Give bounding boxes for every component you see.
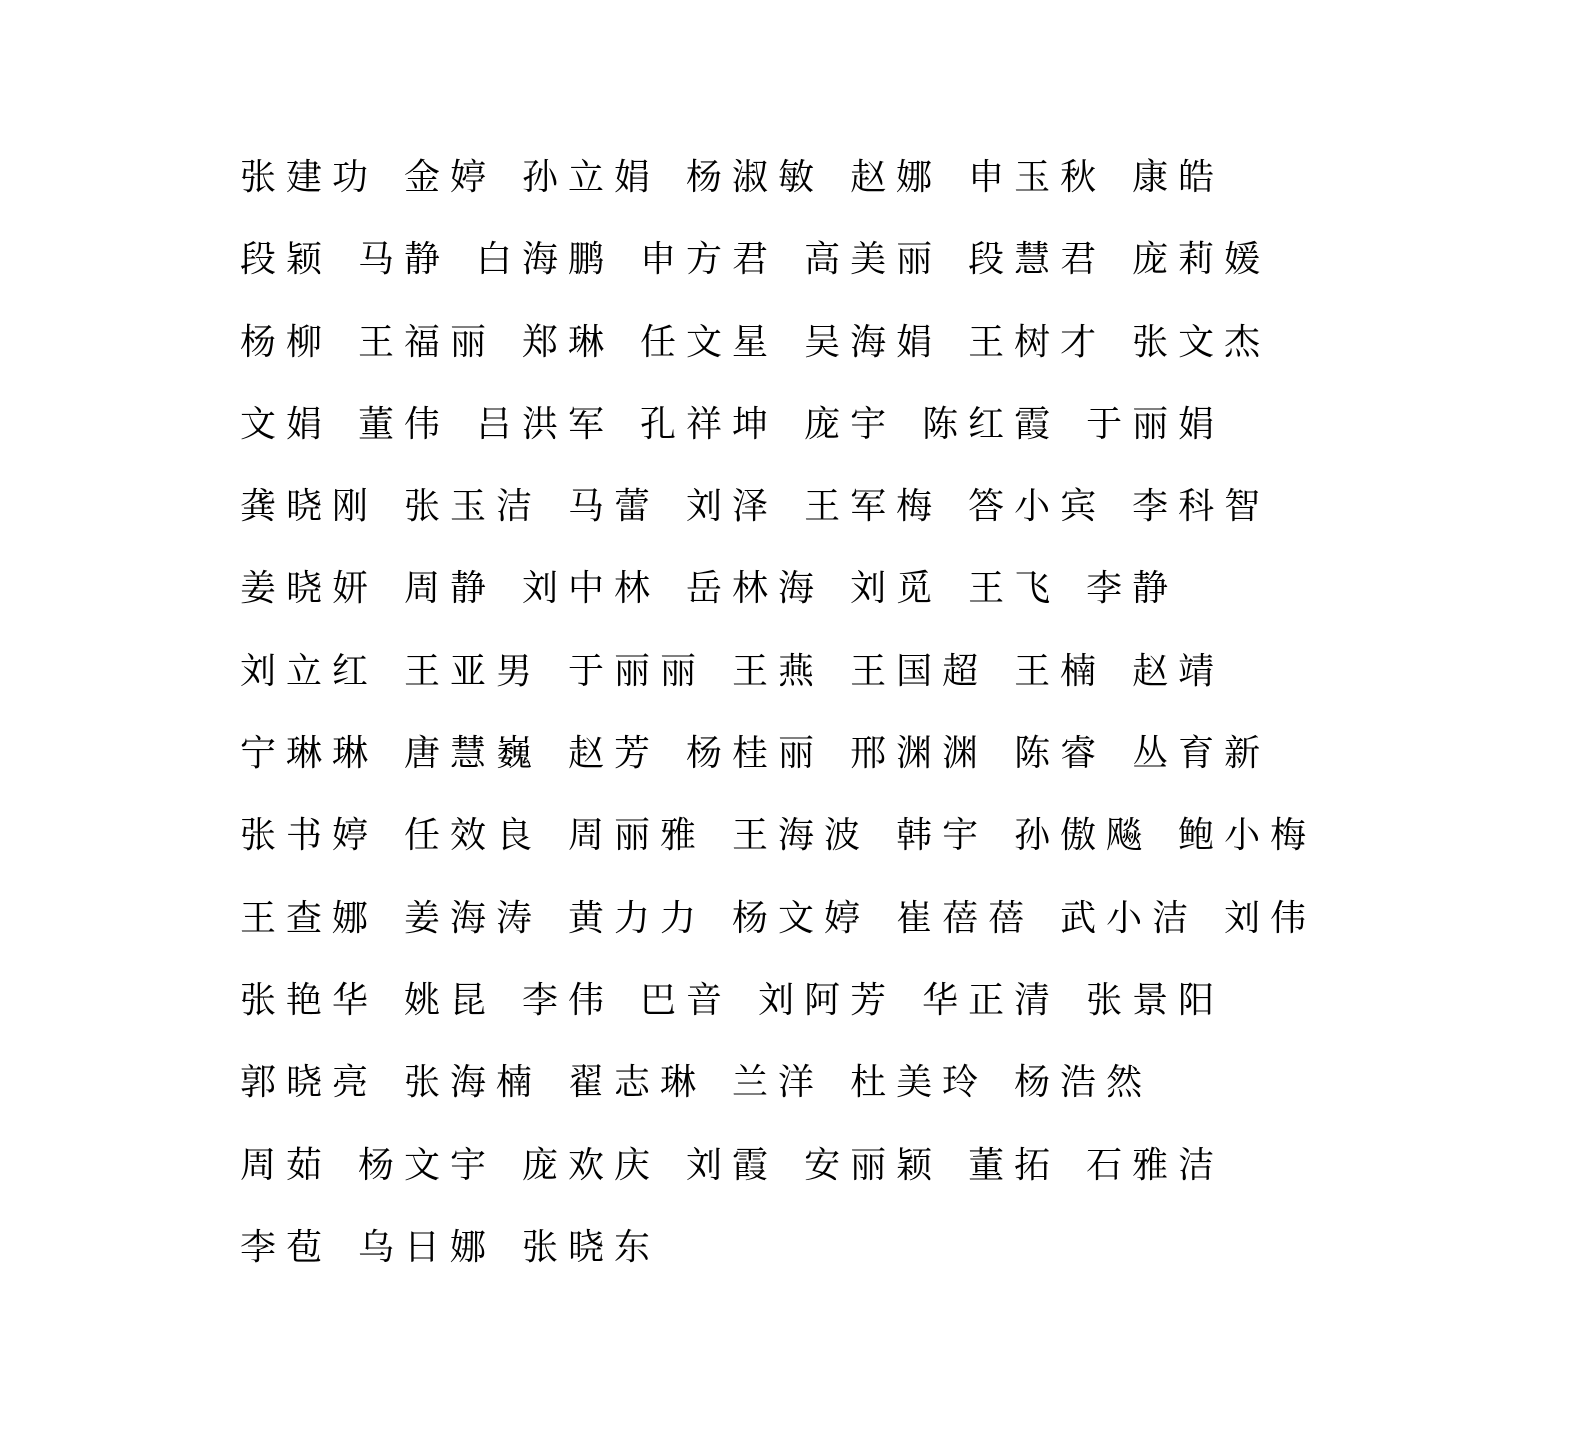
person-name: 于丽娟 [1086,403,1225,445]
name-line [240,561,1360,643]
person-name: 吕洪军 [476,403,615,445]
person-name: 马蕾 [568,486,661,528]
name-list [240,150,1360,1302]
person-name: 马静 [358,239,451,281]
person-name: 庞莉媛 [1132,239,1271,281]
name-line [240,479,1360,561]
person-name: 赵靖 [1132,650,1225,692]
person-name: 张海楠 [404,1062,543,1104]
person-name: 王国超 [850,650,989,692]
person-name: 岳林海 [686,568,825,610]
person-name: 周丽雅 [568,815,707,857]
name-line [240,1055,1360,1137]
person-name: 金婷 [404,157,497,198]
name-line [240,150,1360,232]
person-name: 孙傲飚 [1014,815,1153,857]
person-name: 郭晓亮 [240,1062,379,1104]
person-name: 张建功 [240,157,379,198]
person-name: 董伟 [358,403,451,445]
person-name: 王飞 [968,568,1061,610]
person-name: 张晓东 [522,1226,661,1268]
person-name: 王军梅 [804,486,943,528]
person-name: 华正清 [922,979,1061,1021]
person-name: 杨桂丽 [686,733,825,775]
person-name: 郑琳 [522,321,615,363]
person-name: 鲍小梅 [1178,815,1317,857]
person-name: 张景阳 [1086,979,1225,1021]
name-line [240,1220,1360,1302]
person-name: 姚昆 [404,979,497,1021]
person-name: 于丽丽 [568,650,707,692]
person-name: 龚晓刚 [240,486,379,528]
person-name: 刘觅 [850,568,943,610]
person-name: 吴海娟 [804,321,943,363]
person-name: 武小洁 [1060,897,1199,939]
person-name: 杨浩然 [1014,1062,1153,1104]
person-name: 宁琳琳 [240,733,379,775]
person-name: 翟志琳 [568,1062,707,1104]
person-name: 乌日娜 [358,1226,497,1268]
person-name: 任效良 [404,815,543,857]
person-name: 王树才 [968,321,1107,363]
person-name: 巴音 [640,979,733,1021]
name-line [240,397,1360,479]
person-name: 杨淑敏 [686,157,825,198]
person-name: 白海鹏 [476,239,615,281]
person-name: 李科智 [1132,486,1271,528]
person-name: 李苞 [240,1226,333,1268]
person-name: 王海波 [732,815,871,857]
person-name: 段颖 [240,239,333,281]
person-name: 黄力力 [568,897,707,939]
name-line [240,315,1360,397]
person-name: 张书婷 [240,815,379,857]
person-name: 庞宇 [804,403,897,445]
person-name: 刘中林 [522,568,661,610]
person-name: 丛育新 [1132,733,1271,775]
name-line [240,1138,1360,1220]
person-name: 申玉秋 [968,157,1107,198]
person-name: 董拓 [968,1144,1061,1186]
person-name: 陈睿 [1014,733,1107,775]
name-line [240,232,1360,314]
person-name: 周茹 [240,1144,333,1186]
person-name: 杜美玲 [850,1062,989,1104]
person-name: 张玉洁 [404,486,543,528]
person-name: 孙立娟 [522,157,661,198]
name-line [240,808,1360,890]
person-name: 邢渊渊 [850,733,989,775]
person-name: 刘泽 [686,486,779,528]
person-name: 张文杰 [1132,321,1271,363]
person-name: 高美丽 [804,239,943,281]
person-name: 安丽颖 [804,1144,943,1186]
person-name: 杨文婷 [732,897,871,939]
person-name: 兰洋 [732,1062,825,1104]
person-name: 王查娜 [240,897,379,939]
person-name: 答小宾 [968,486,1107,528]
person-name: 段慧君 [968,239,1107,281]
person-name: 石雅洁 [1086,1144,1225,1186]
person-name: 陈红霞 [922,403,1061,445]
person-name: 王福丽 [358,321,497,363]
person-name: 赵芳 [568,733,661,775]
person-name: 姜海涛 [404,897,543,939]
person-name: 王亚男 [404,650,543,692]
person-name: 李伟 [522,979,615,1021]
name-line [240,973,1360,1055]
person-name: 刘立红 [240,650,379,692]
person-name: 张艳华 [240,979,379,1021]
person-name: 王燕 [732,650,825,692]
person-name: 韩宇 [896,815,989,857]
person-name: 申方君 [640,239,779,281]
person-name: 任文星 [640,321,779,363]
name-line [240,891,1360,973]
person-name: 康皓 [1132,157,1225,198]
person-name: 文娟 [240,403,333,445]
person-name: 唐慧巍 [404,733,543,775]
person-name: 赵娜 [850,157,943,198]
person-name: 庞欢庆 [522,1144,661,1186]
person-name: 王楠 [1014,650,1107,692]
person-name: 孔祥坤 [640,403,779,445]
name-line [240,726,1360,808]
name-line [240,644,1360,726]
person-name: 刘伟 [1224,897,1317,939]
person-name: 杨柳 [240,321,333,363]
person-name: 周静 [404,568,497,610]
person-name: 刘霞 [686,1144,779,1186]
person-name: 姜晓妍 [240,568,379,610]
person-name: 刘阿芳 [758,979,897,1021]
person-name: 李静 [1086,568,1179,610]
person-name: 崔蓓蓓 [896,897,1035,939]
person-name: 杨文宇 [358,1144,497,1186]
